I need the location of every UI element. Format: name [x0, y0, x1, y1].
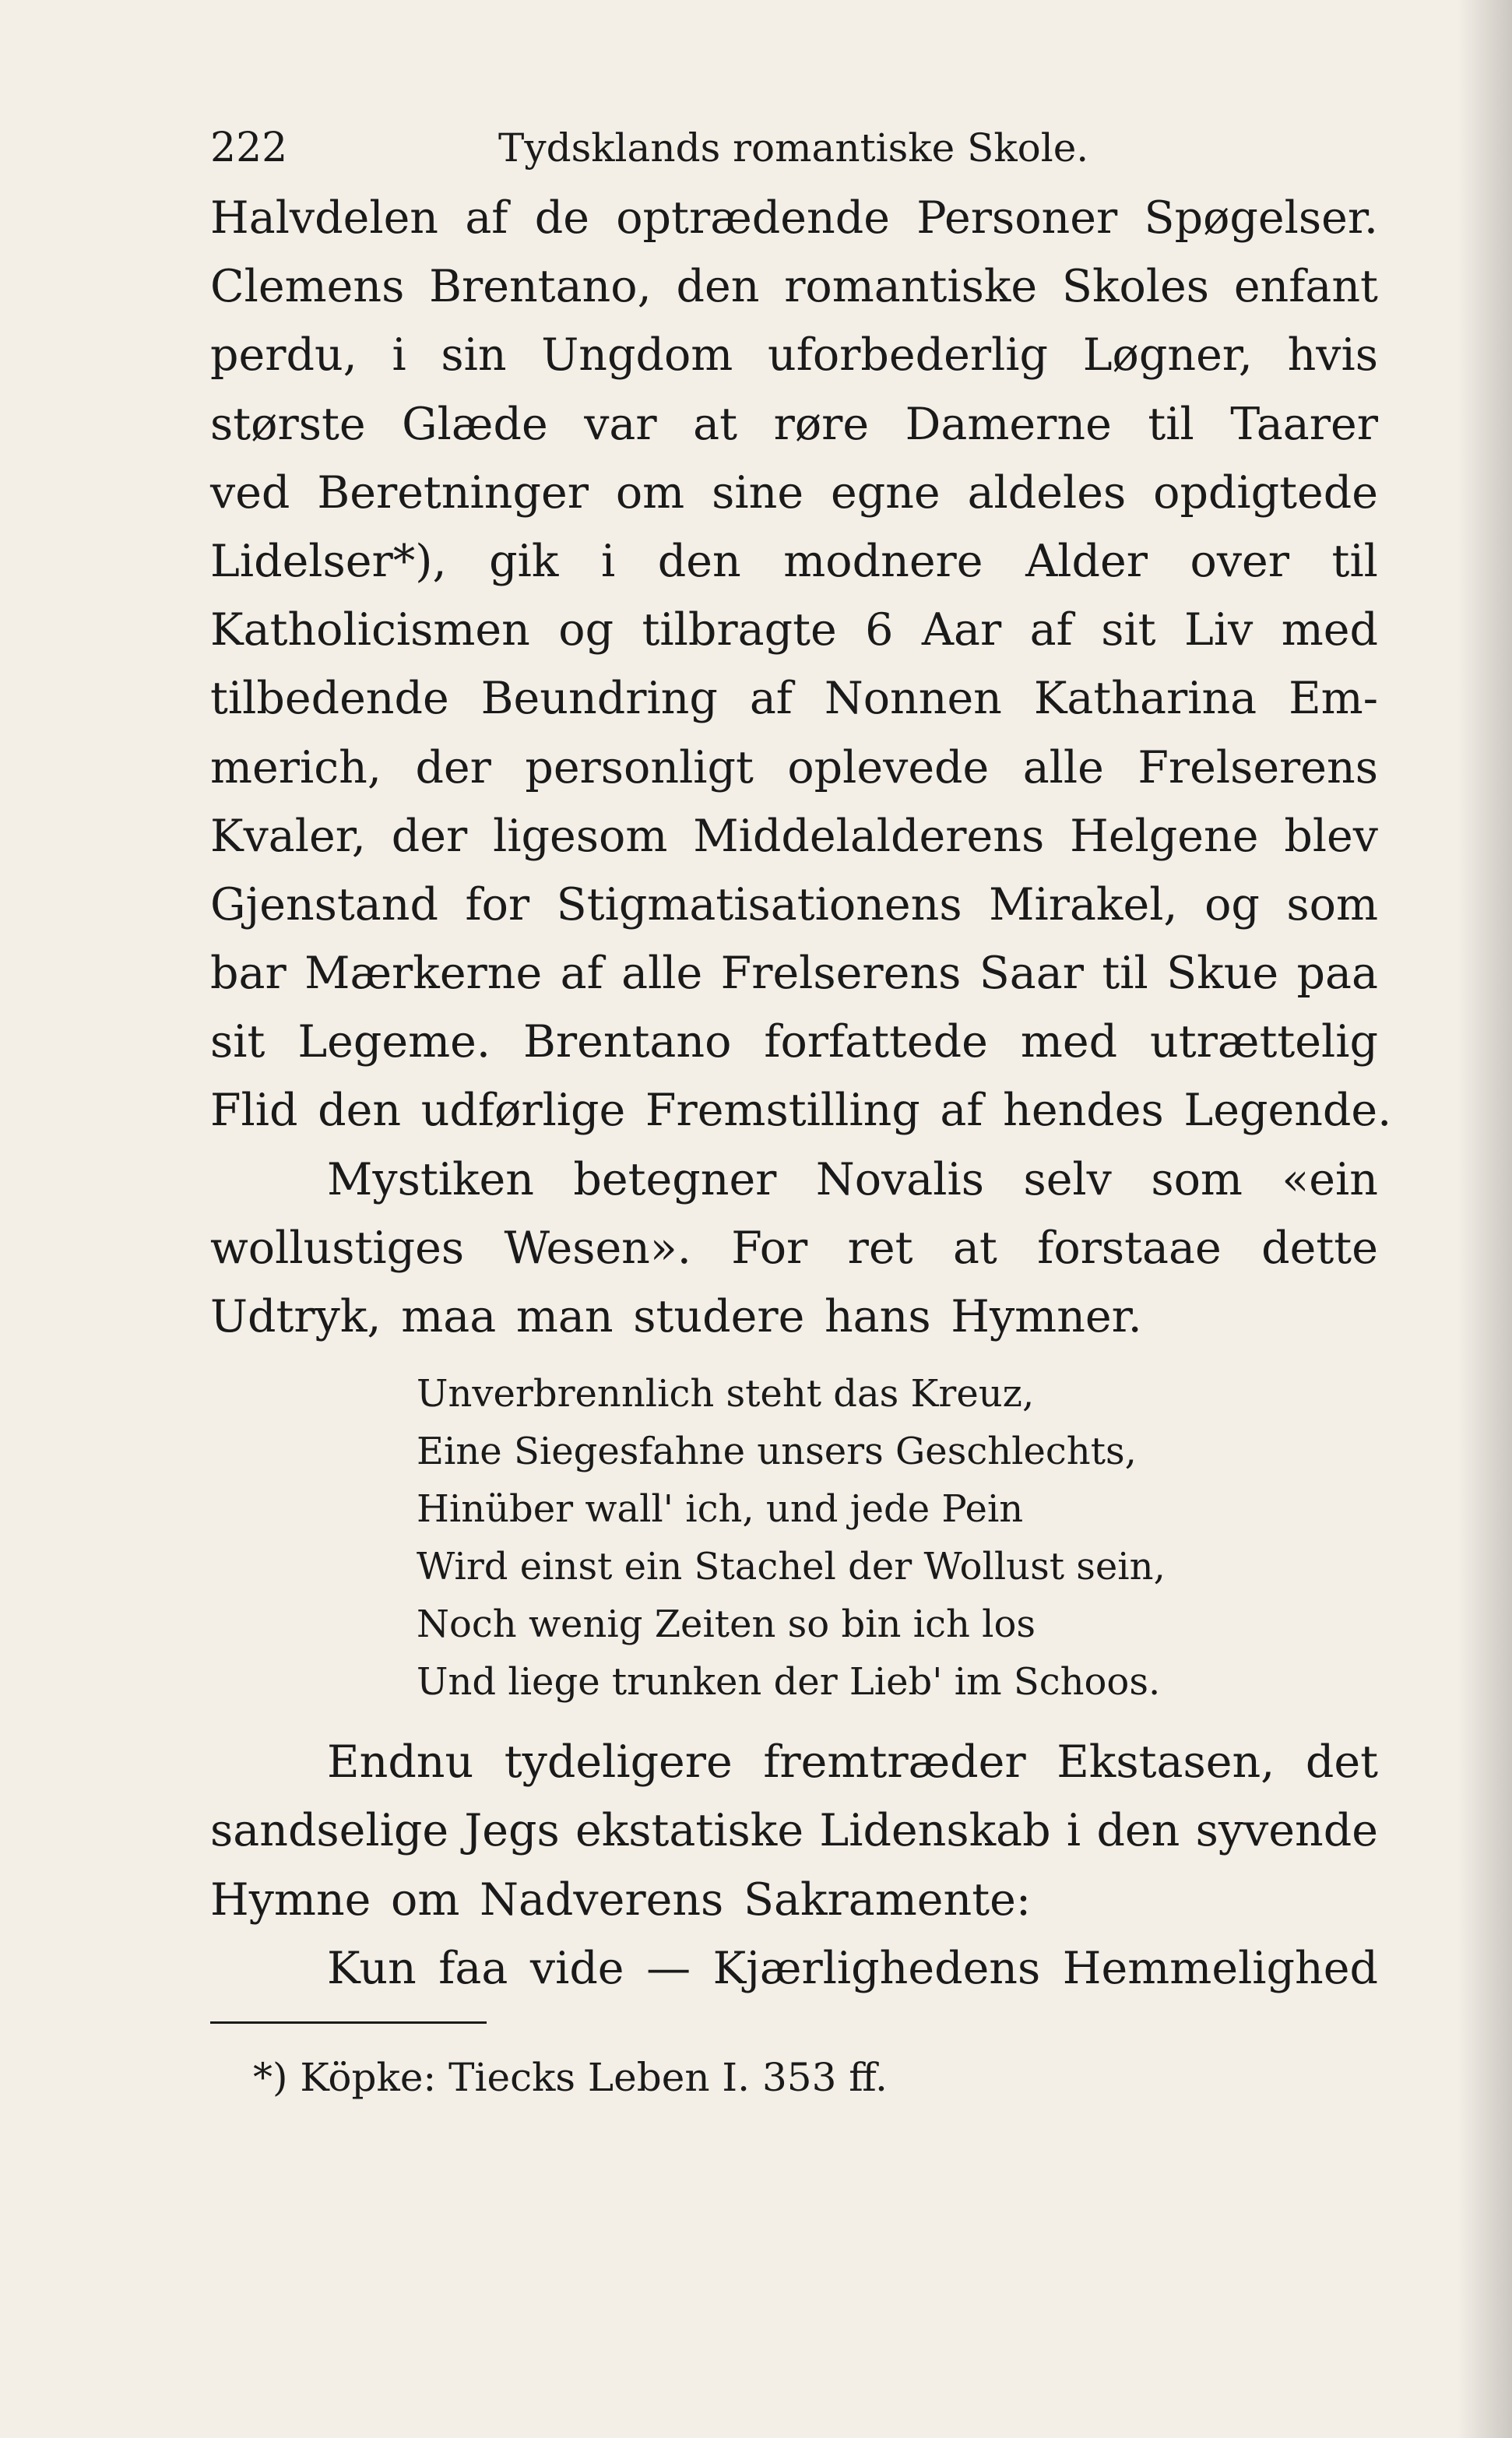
- word: røre: [773, 398, 870, 450]
- book-page: [210, 117, 1392, 2105]
- word: fremtræder: [763, 1736, 1026, 1789]
- verse-quotation: [417, 1365, 1378, 1711]
- word: forfattede: [764, 1016, 988, 1068]
- text-line: [210, 802, 1378, 871]
- word: studere: [633, 1291, 805, 1342]
- verse-line: Hinüber wall' ich, und jede Pein: [417, 1487, 1024, 1532]
- word: Beretninger: [317, 466, 589, 519]
- word: Novalis: [815, 1153, 984, 1205]
- text-line: [210, 1796, 1378, 1865]
- word: Saar: [979, 948, 1084, 1000]
- text-line: [210, 527, 1378, 596]
- word: af: [560, 948, 603, 1000]
- word: Brentano: [522, 1016, 732, 1068]
- text-line: [210, 1728, 1378, 1796]
- word: merich,: [210, 741, 382, 793]
- text-line: [210, 1076, 1392, 1145]
- word: personligt: [525, 741, 754, 793]
- word: Udtryk,: [210, 1291, 382, 1342]
- word: Legeme.: [297, 1016, 491, 1068]
- word: Nadverens: [480, 1873, 724, 1926]
- page-edge-shadow: [1457, 0, 1512, 2438]
- word: tilbragte: [642, 604, 837, 656]
- text-line: [210, 734, 1378, 802]
- word: Alder: [1025, 535, 1148, 587]
- word: Katharina: [1033, 673, 1257, 725]
- word: som: [1286, 878, 1378, 931]
- word: den: [676, 261, 760, 313]
- word: Nonnen: [824, 673, 1002, 725]
- word: Middelalderens: [693, 810, 1045, 862]
- word: Fremstilling: [645, 1085, 920, 1137]
- word: perdu,: [210, 329, 357, 382]
- word: Kun: [327, 1942, 417, 1994]
- word: Mærkerne: [304, 948, 543, 1000]
- word: syvende: [1195, 1805, 1378, 1857]
- word: Spøgelser.: [1144, 192, 1378, 244]
- word: «ein: [1282, 1153, 1378, 1205]
- word: vide: [529, 1942, 624, 1994]
- word: Ungdom: [541, 329, 733, 382]
- paragraph: [210, 1728, 1378, 1934]
- word: at: [952, 1222, 997, 1274]
- word: og: [558, 604, 614, 656]
- text-line: [210, 1866, 1378, 1934]
- word: bar: [210, 948, 287, 1000]
- text-line: [210, 871, 1378, 939]
- word: Hymne: [210, 1873, 371, 1926]
- word: som: [1151, 1153, 1243, 1205]
- word: Skoles: [1061, 261, 1210, 313]
- word: til: [1331, 535, 1378, 587]
- word: hendes: [1003, 1085, 1164, 1137]
- word: og: [1204, 878, 1260, 931]
- word: Kjærlighedens: [712, 1942, 1041, 1994]
- text-line: [210, 184, 1378, 252]
- word: Mirakel,: [989, 878, 1178, 931]
- word: For: [731, 1222, 808, 1274]
- word: Jegs: [464, 1805, 560, 1857]
- word: over: [1190, 535, 1289, 587]
- word: i: [1066, 1805, 1081, 1857]
- word: faa: [438, 1942, 508, 1994]
- word: betegner: [573, 1153, 777, 1205]
- paragraph: [210, 184, 1392, 1145]
- word: sit: [1101, 604, 1156, 656]
- word: største: [210, 398, 366, 450]
- word: alle: [621, 948, 703, 1000]
- word: ekstatiske: [575, 1805, 804, 1857]
- word: gik: [489, 535, 559, 587]
- text-line: [210, 321, 1378, 389]
- word: Personer: [916, 192, 1118, 244]
- text-line: [210, 459, 1378, 527]
- page-number: 222: [210, 125, 288, 171]
- word: blev: [1284, 810, 1378, 862]
- word: paa: [1296, 948, 1378, 1000]
- word: tydeligere: [504, 1736, 733, 1789]
- word: Frelserens: [720, 948, 962, 1000]
- footnote-rule: [210, 2021, 487, 2024]
- word: Damerne: [905, 398, 1112, 450]
- word: Wesen».: [504, 1222, 691, 1274]
- word: Aar: [921, 604, 1002, 656]
- word: det: [1305, 1736, 1378, 1789]
- word: den: [318, 1085, 402, 1137]
- body-text: [210, 184, 1392, 2003]
- word: uforbederlig: [768, 329, 1049, 382]
- text-line: [210, 664, 1378, 733]
- text-line: [210, 1282, 1378, 1351]
- word: hans: [824, 1291, 931, 1342]
- word: Hemmelighed: [1062, 1942, 1378, 1994]
- text-line: [210, 596, 1378, 664]
- word: enfant: [1233, 261, 1378, 313]
- footnote: *) Köpke: Tiecks Leben I. 353 ff.: [253, 2054, 888, 2100]
- word: Lidenskab: [819, 1805, 1051, 1857]
- paragraph: [210, 1934, 1378, 2003]
- word: de: [534, 192, 589, 244]
- text-line: [210, 252, 1378, 321]
- word: utrættelig: [1150, 1016, 1378, 1068]
- word: selv: [1023, 1153, 1112, 1205]
- word: Løgner,: [1082, 329, 1253, 382]
- word: udførlige: [420, 1085, 626, 1137]
- word: forstaae: [1037, 1222, 1222, 1274]
- word: af: [465, 192, 508, 244]
- word: af: [749, 673, 793, 725]
- word: sandselige: [210, 1805, 449, 1857]
- word: Clemens: [210, 261, 405, 313]
- word: —: [646, 1942, 691, 1994]
- word: Brentano,: [429, 261, 652, 313]
- word: Flid: [210, 1085, 298, 1137]
- word: tilbedende: [210, 673, 449, 725]
- word: Mystiken: [327, 1153, 534, 1205]
- text-line: [210, 390, 1378, 459]
- word: Skue: [1166, 948, 1279, 1000]
- running-title: Tydsklands romantiske Skole.: [498, 125, 1089, 171]
- word: med: [1281, 604, 1378, 656]
- word: Stigmatisationens: [556, 878, 962, 931]
- word: Halvdelen: [210, 192, 439, 244]
- word: var: [584, 398, 657, 450]
- word: til: [1102, 948, 1148, 1000]
- word: oplevede: [787, 741, 990, 793]
- text-line: [210, 1934, 1378, 2003]
- word: der: [391, 810, 468, 862]
- word: om: [615, 466, 685, 519]
- word: Katholicismen: [210, 604, 530, 656]
- word: alle: [1022, 741, 1104, 793]
- word: Legende.: [1183, 1085, 1392, 1137]
- word: wollustiges: [210, 1222, 465, 1274]
- text-line: [210, 1008, 1378, 1076]
- text-line: [210, 939, 1378, 1008]
- word: den: [1096, 1805, 1180, 1857]
- word: Em-: [1289, 673, 1378, 725]
- word: sit: [210, 1016, 265, 1068]
- word: sine: [712, 466, 804, 519]
- verse-line: Eine Siegesfahne unsers Geschlechts,: [417, 1430, 1137, 1474]
- word: Kvaler,: [210, 810, 366, 862]
- word: Gjenstand: [210, 878, 438, 931]
- word: Liv: [1184, 604, 1254, 656]
- word: man: [515, 1291, 614, 1342]
- verse-line: Und liege trunken der Lieb' im Schoos.: [417, 1660, 1161, 1704]
- word: ret: [847, 1222, 913, 1274]
- word: aldeles: [967, 466, 1127, 519]
- word: dette: [1261, 1222, 1378, 1274]
- word: opdigtede: [1153, 466, 1378, 519]
- word: Glæde: [402, 398, 548, 450]
- word: Helgene: [1070, 810, 1259, 862]
- text-line: [210, 1214, 1378, 1282]
- word: om: [391, 1873, 460, 1926]
- word: Beundring: [480, 673, 718, 725]
- paragraph: [210, 1145, 1378, 1352]
- verse-line: Noch wenig Zeiten so bin ich los: [417, 1602, 1036, 1647]
- word: af: [940, 1085, 983, 1137]
- word: ligesom: [493, 810, 668, 862]
- word: optrædende: [616, 192, 890, 244]
- word: i: [392, 329, 406, 382]
- text-line: [210, 1145, 1378, 1214]
- word: Lidelser*),: [210, 535, 447, 587]
- verse-line: Unverbrennlich steht das Kreuz,: [417, 1372, 1035, 1416]
- word: egne: [830, 466, 941, 519]
- word: Endnu: [327, 1736, 474, 1789]
- word: hvis: [1287, 329, 1378, 382]
- word: sin: [441, 329, 507, 382]
- word: 6: [865, 604, 894, 656]
- word: romantiske: [784, 261, 1038, 313]
- word: der: [415, 741, 491, 793]
- word: i: [600, 535, 616, 587]
- word: Sakramente:: [743, 1873, 1032, 1926]
- word: med: [1020, 1016, 1118, 1068]
- word: af: [1029, 604, 1073, 656]
- word: Ekstasen,: [1057, 1736, 1275, 1789]
- running-head: [210, 117, 1378, 179]
- word: til: [1148, 398, 1194, 450]
- verse-line: Wird einst ein Stachel der Wollust sein,: [417, 1545, 1166, 1589]
- word: den: [657, 535, 741, 587]
- word: Frelserens: [1138, 741, 1378, 793]
- word: ved: [210, 466, 290, 519]
- word: maa: [401, 1291, 497, 1342]
- word: for: [465, 878, 530, 931]
- word: at: [693, 398, 738, 450]
- word: Taarer: [1230, 398, 1378, 450]
- word: Hymner.: [951, 1291, 1142, 1342]
- word: modnere: [783, 535, 983, 587]
